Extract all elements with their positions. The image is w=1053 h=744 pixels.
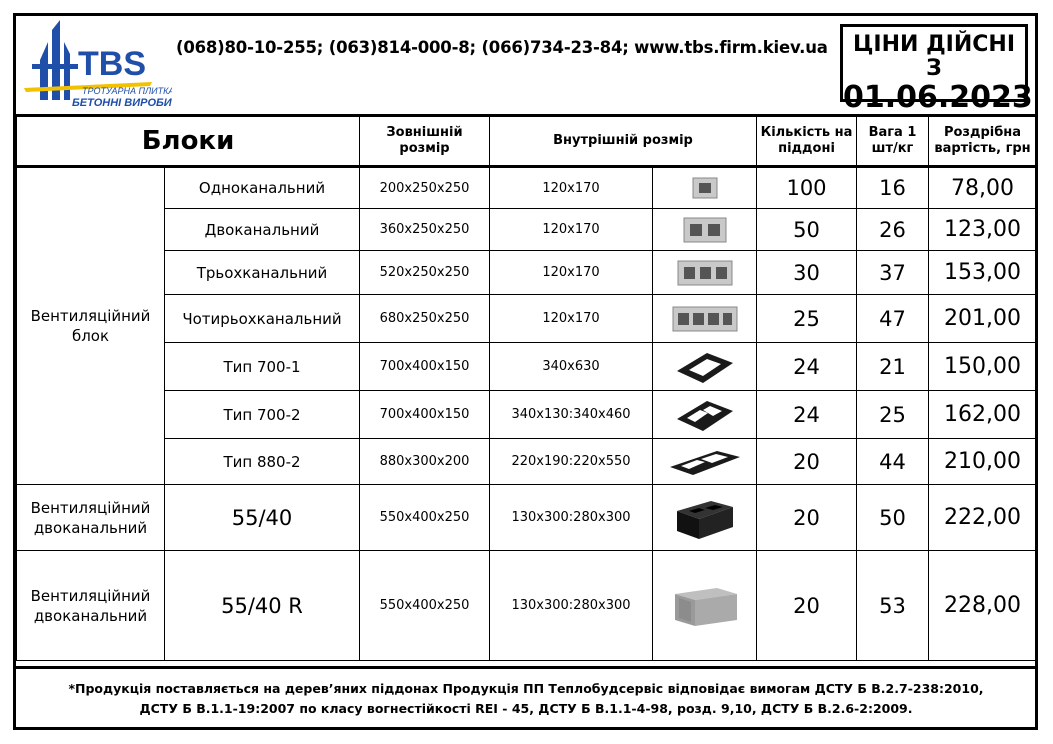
table-title: Блоки (17, 116, 360, 167)
date-box (840, 24, 1033, 115)
table-row (17, 343, 1037, 391)
price: 162,00 (929, 391, 1037, 439)
outer-size: 680x250x250 (360, 295, 490, 343)
col-qty: Кількість на піддоні (757, 116, 857, 167)
table-row (17, 167, 1037, 209)
product-name: Трьохканальний (165, 251, 360, 295)
grey-solid-block-icon (653, 551, 757, 661)
group-label: Вентиляційний двоканальний (17, 551, 165, 661)
inner-size: 120x170 (490, 209, 653, 251)
date-value: 01.06.2023 (843, 80, 1033, 115)
price: 153,00 (929, 251, 1037, 295)
outer-size: 520x250x250 (360, 251, 490, 295)
product-name: 55/40 R (165, 551, 360, 661)
logo-brand: TBS (78, 45, 146, 83)
outer-size: 200x250x250 (360, 167, 490, 209)
weight: 16 (857, 167, 929, 209)
col-inner: Внутрішній розмір (490, 116, 757, 167)
product-name: Тип 700-2 (165, 391, 360, 439)
outer-size: 550x400x250 (360, 485, 490, 551)
qty: 100 (757, 167, 857, 209)
outer-size: 550x400x250 (360, 551, 490, 661)
footer-note (16, 666, 1036, 728)
inner-size: 120x170 (490, 167, 653, 209)
product-name: Одноканальний (165, 167, 360, 209)
price: 210,00 (929, 439, 1037, 485)
table-row (17, 551, 1037, 661)
qty: 30 (757, 251, 857, 295)
qty: 20 (757, 485, 857, 551)
table-row (17, 439, 1037, 485)
dark-two-channel-block-icon (653, 485, 757, 551)
contacts: (068)80-10-255; (063)814-000-8; (066)734-23-84; www.tbs.firm.kiev.ua (176, 38, 828, 57)
inner-size: 340x630 (490, 343, 653, 391)
price: 123,00 (929, 209, 1037, 251)
long-frame-block-icon (653, 439, 757, 485)
qty: 20 (757, 439, 857, 485)
three-channel-block-icon (653, 251, 757, 295)
weight: 47 (857, 295, 929, 343)
weight: 26 (857, 209, 929, 251)
outer-size: 360x250x250 (360, 209, 490, 251)
outer-size: 880x300x200 (360, 439, 490, 485)
weight: 44 (857, 439, 929, 485)
price: 201,00 (929, 295, 1037, 343)
footer-line2: ДСТУ Б В.1.1-19:2007 по класу вогнестійкості REI - 45, ДСТУ Б В.1.1-4-98, розд. 9,10, ДСТУ Б В.2.6-2:2009. (139, 701, 913, 716)
four-channel-block-icon (653, 295, 757, 343)
qty: 25 (757, 295, 857, 343)
inner-size: 120x170 (490, 251, 653, 295)
table-row (17, 485, 1037, 551)
price: 228,00 (929, 551, 1037, 661)
price-table (16, 114, 1037, 661)
weight: 50 (857, 485, 929, 551)
frame-block-icon (653, 343, 757, 391)
col-weight: Вага 1 шт/кг (857, 116, 929, 167)
footer-line1: *Продукція поставляється на дерев’яних піддонах Продукція ПП Теплобудсервіс відповідає вимогам ДСТУ Б В.2.7-238:2010, (68, 681, 984, 696)
inner-size: 220x190:220x550 (490, 439, 653, 485)
weight: 37 (857, 251, 929, 295)
group-label: Вентиляційний блок (17, 167, 165, 485)
inner-size: 130x300:280x300 (490, 551, 653, 661)
split-frame-block-icon (653, 391, 757, 439)
logo-line2: БЕТОННІ ВИРОБИ (72, 97, 172, 109)
product-name: 55/40 (165, 485, 360, 551)
col-price: Роздрібна вартість, грн (929, 116, 1037, 167)
price: 78,00 (929, 167, 1037, 209)
price: 150,00 (929, 343, 1037, 391)
product-name: Двоканальний (165, 209, 360, 251)
logo-line1: ТРОТУАРНА ПЛИТКА (82, 86, 172, 96)
table-row (17, 295, 1037, 343)
qty: 20 (757, 551, 857, 661)
table-row (17, 391, 1037, 439)
weight: 21 (857, 343, 929, 391)
outer-size: 700x400x150 (360, 391, 490, 439)
tbs-logo (22, 20, 172, 110)
col-outer: Зовнішній розмір (360, 116, 490, 167)
two-channel-block-icon (653, 209, 757, 251)
one-channel-block-icon (653, 167, 757, 209)
date-label: ЦІНИ ДІЙСНІ З (852, 32, 1015, 81)
qty: 50 (757, 209, 857, 251)
inner-size: 130x300:280x300 (490, 485, 653, 551)
inner-size: 340x130:340x460 (490, 391, 653, 439)
qty: 24 (757, 391, 857, 439)
product-name: Тип 880-2 (165, 439, 360, 485)
outer-size: 700x400x150 (360, 343, 490, 391)
weight: 25 (857, 391, 929, 439)
product-name: Тип 700-1 (165, 343, 360, 391)
inner-size: 120x170 (490, 295, 653, 343)
price: 222,00 (929, 485, 1037, 551)
group-label: Вентиляційний двоканальний (17, 485, 165, 551)
qty: 24 (757, 343, 857, 391)
weight: 53 (857, 551, 929, 661)
table-row (17, 209, 1037, 251)
table-row (17, 251, 1037, 295)
product-name: Чотирьохканальний (165, 295, 360, 343)
